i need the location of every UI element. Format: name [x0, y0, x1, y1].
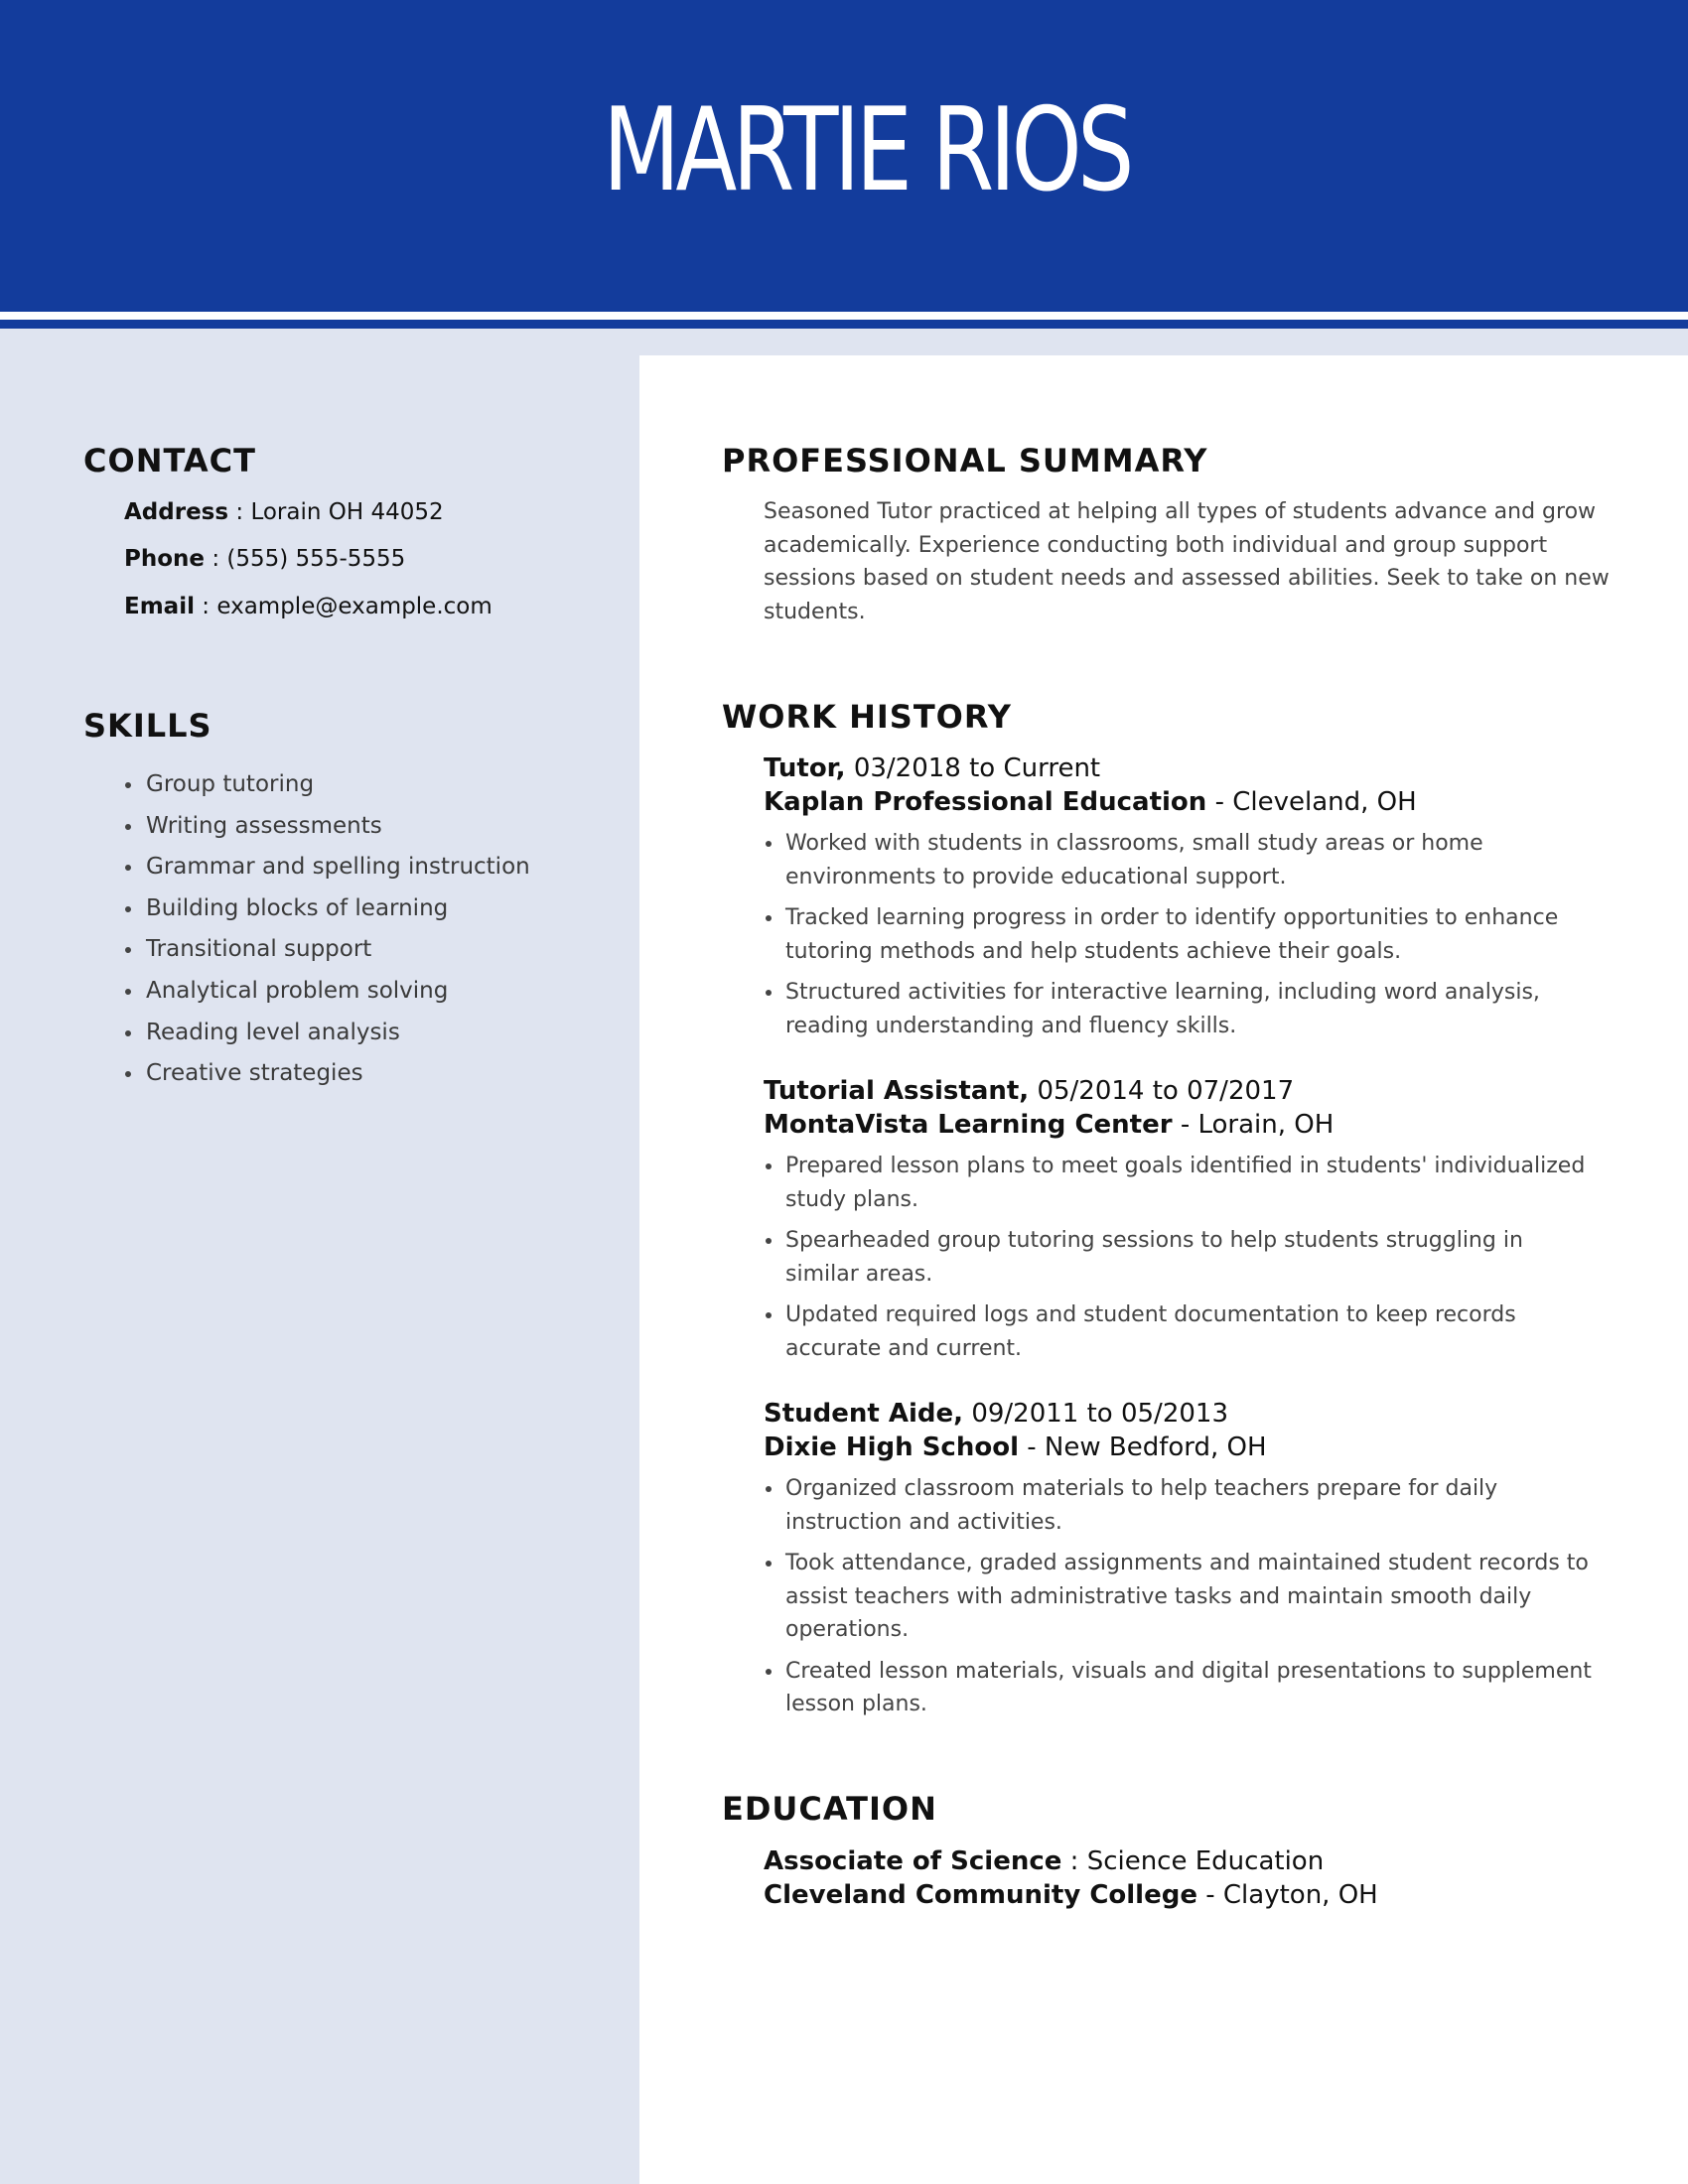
candidate-name: MARTIE RIOS	[602, 83, 1130, 217]
duty-text: Updated required logs and student documentation to keep records accurate and current.	[785, 1302, 1516, 1361]
duty-item	[764, 1298, 1603, 1365]
education-school-line: Cleveland Community College - Clayton, OH	[764, 1880, 1378, 1910]
phone-label: Phone	[124, 546, 206, 572]
duty-text: Tracked learning progress in order to identify opportunities to enhance tutoring methods and help students achieve their goals.	[785, 905, 1559, 964]
job-title: Tutorial Assistant,	[764, 1076, 1030, 1106]
skill-text: Creative strategies	[146, 1060, 363, 1087]
work-history-heading: WORK HISTORY	[722, 698, 1012, 736]
bullet-icon	[125, 865, 131, 871]
bullet-icon	[125, 906, 131, 912]
skills-heading: SKILLS	[83, 707, 212, 745]
bullet-icon	[125, 1071, 131, 1077]
bullet-icon	[766, 915, 772, 921]
job-dates: 05/2014 to 07/2017	[1037, 1076, 1295, 1106]
job-duties-list	[764, 827, 1603, 1050]
job-location: Cleveland, OH	[1232, 787, 1417, 817]
education-heading: EDUCATION	[722, 1790, 937, 1828]
job-company-line: Dixie High School - New Bedford, OH	[764, 1433, 1267, 1462]
duty-text: Created lesson materials, visuals and digital presentations to supplement lesson plans.	[785, 1658, 1592, 1716]
skill-text: Transitional support	[146, 936, 372, 963]
duty-item	[764, 1472, 1603, 1539]
address-label: Address	[124, 499, 229, 525]
bullet-icon	[766, 1312, 772, 1318]
skill-item	[121, 892, 530, 934]
email-label: Email	[124, 594, 195, 619]
job-company: MontaVista Learning Center	[764, 1110, 1173, 1140]
duty-item	[764, 1655, 1603, 1721]
job-dates: 09/2011 to 05/2013	[971, 1399, 1228, 1429]
header-accent-line	[0, 320, 1688, 329]
bullet-icon	[125, 947, 131, 953]
degree-field: Science Education	[1086, 1846, 1325, 1876]
bullet-icon	[766, 841, 772, 847]
header-banner	[0, 0, 1688, 312]
duty-text: Organized classroom materials to help teachers prepare for daily instruction and activities.	[785, 1476, 1498, 1535]
skill-item	[121, 975, 530, 1017]
skill-text: Grammar and spelling instruction	[146, 854, 530, 881]
skill-item	[121, 768, 530, 810]
skill-item	[121, 933, 530, 975]
address-value: Lorain OH 44052	[250, 499, 444, 525]
skill-text: Group tutoring	[146, 771, 315, 797]
job-duties-list	[764, 1150, 1603, 1373]
skill-item	[121, 1057, 530, 1099]
job-dates: 03/2018 to Current	[853, 753, 1101, 783]
bullet-icon	[125, 782, 131, 788]
job-duties-list	[764, 1472, 1603, 1729]
job-company: Kaplan Professional Education	[764, 787, 1207, 817]
bullet-icon	[766, 1669, 772, 1675]
duty-text: Prepared lesson plans to meet goals identified in students' individualized study plans.	[785, 1154, 1586, 1212]
header-divider	[0, 312, 1688, 320]
skill-text: Writing assessments	[146, 812, 382, 839]
job-company-line: MontaVista Learning Center - Lorain, OH	[764, 1110, 1335, 1140]
phone-value: (555) 555-5555	[226, 546, 406, 572]
contact-email: Email : example@example.com	[124, 594, 492, 619]
sidebar	[0, 355, 639, 2184]
education-degree-line: Associate of Science : Science Education	[764, 1846, 1325, 1876]
email-value: example@example.com	[216, 594, 492, 619]
header-band	[0, 329, 1688, 355]
degree: Associate of Science	[764, 1846, 1062, 1876]
job-title-line	[764, 1074, 1294, 1108]
duty-item	[764, 976, 1603, 1042]
duty-item	[764, 901, 1603, 968]
duty-text: Structured activities for interactive learning, including word analysis, reading understanding and fluency skills.	[785, 980, 1540, 1038]
skill-item	[121, 851, 530, 892]
duty-item	[764, 827, 1603, 893]
job-title-line	[764, 751, 1100, 785]
school-location: Clayton, OH	[1222, 1880, 1378, 1910]
bullet-icon	[766, 990, 772, 996]
skill-text: Analytical problem solving	[146, 977, 449, 1004]
school: Cleveland Community College	[764, 1880, 1197, 1910]
contact-heading: CONTACT	[83, 442, 256, 479]
job-company-line: Kaplan Professional Education - Cleveland, OH	[764, 787, 1417, 817]
skill-item	[121, 810, 530, 852]
bullet-icon	[766, 1486, 772, 1492]
duty-text: Worked with students in classrooms, small study areas or home environments to provide educational support.	[785, 831, 1483, 889]
summary-text: Seasoned Tutor practiced at helping all types of students advance and grow academically. Experience conducting both individual and group support sessions based on student needs and assessed abilities. Seek to take on new students.	[764, 499, 1610, 624]
skill-text: Reading level analysis	[146, 1019, 400, 1045]
skills-list	[121, 768, 530, 1099]
bullet-icon	[125, 824, 131, 830]
summary-heading: PROFESSIONAL SUMMARY	[722, 442, 1208, 479]
bullet-icon	[125, 1030, 131, 1036]
job-title: Student Aide,	[764, 1399, 964, 1429]
contact-address: Address : Lorain OH 44052	[124, 499, 444, 525]
contact-phone: Phone : (555) 555-5555	[124, 546, 406, 572]
bullet-icon	[125, 989, 131, 995]
duty-text: Spearheaded group tutoring sessions to help students struggling in similar areas.	[785, 1228, 1523, 1287]
duty-item	[764, 1547, 1603, 1647]
skill-item	[121, 1017, 530, 1058]
job-company: Dixie High School	[764, 1433, 1019, 1462]
duty-text: Took attendance, graded assignments and maintained student records to assist teachers with administrative tasks and maintain smooth daily operations.	[785, 1551, 1589, 1642]
job-location: New Bedford, OH	[1044, 1433, 1267, 1462]
bullet-icon	[766, 1561, 772, 1567]
job-title: Tutor,	[764, 753, 846, 783]
job-title-line	[764, 1397, 1228, 1431]
duty-item	[764, 1150, 1603, 1216]
duty-item	[764, 1224, 1603, 1291]
skill-text: Building blocks of learning	[146, 894, 449, 921]
bullet-icon	[766, 1238, 772, 1244]
job-location: Lorain, OH	[1197, 1110, 1335, 1140]
bullet-icon	[766, 1163, 772, 1169]
